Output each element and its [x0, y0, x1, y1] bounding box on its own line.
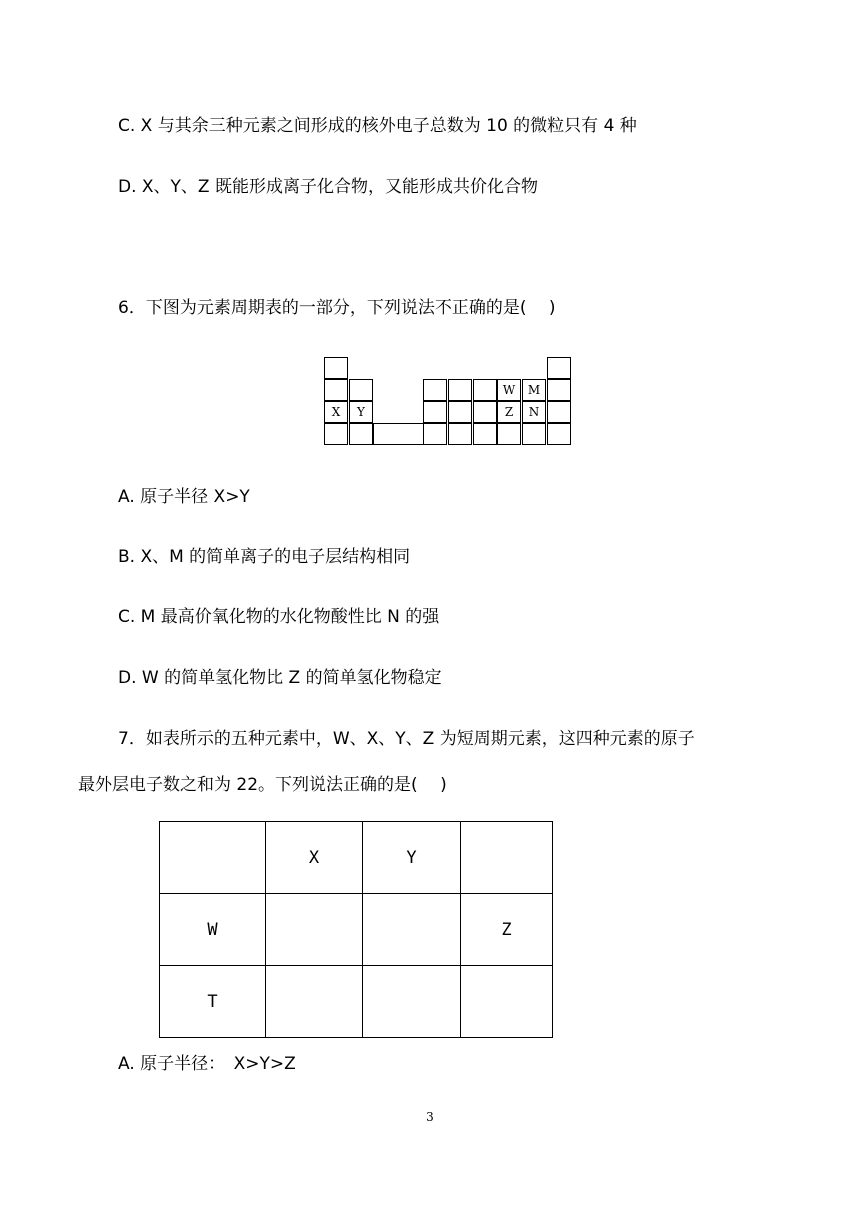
pt-cell — [349, 379, 373, 401]
pt-cell — [473, 401, 497, 423]
table-cell-t: T — [160, 966, 266, 1038]
table-cell — [363, 966, 461, 1038]
q6-stem: 6．下图为元素周期表的一部分，下列说法不正确的是( ) — [118, 298, 556, 318]
table-cell — [266, 894, 363, 966]
pt-cell-x: X — [324, 401, 348, 423]
pt-cell — [423, 423, 447, 445]
table-cell-x: X — [266, 822, 363, 894]
pt-cell — [497, 423, 521, 445]
pt-cell — [547, 401, 571, 423]
q5-option-d: D. X、Y、Z 既能形成离子化合物，又能形成共价化合物 — [118, 177, 538, 197]
pt-cell-z: Z — [497, 401, 521, 423]
pt-cell-y: Y — [349, 401, 373, 423]
q7-option-a: A. 原子半径： X>Y>Z — [118, 1054, 296, 1074]
pt-cell — [547, 379, 571, 401]
pt-cell — [324, 423, 348, 445]
table-cell-y: Y — [363, 822, 461, 894]
pt-cell-m: M — [522, 379, 546, 401]
pt-cell-n: N — [522, 401, 546, 423]
pt-cell — [473, 423, 497, 445]
q6-option-c: C. M 最高价氧化物的水化物酸性比 N 的强 — [118, 607, 440, 627]
pt-cell — [448, 379, 472, 401]
q6-option-a: A. 原子半径 X>Y — [118, 487, 250, 507]
pt-cell — [324, 357, 348, 379]
table-cell — [363, 894, 461, 966]
q5-option-c: C. X 与其余三种元素之间形成的核外电子总数为 10 的微粒只有 4 种 — [118, 116, 637, 136]
pt-cell — [448, 401, 472, 423]
table-cell — [266, 966, 363, 1038]
pt-cell-wide — [373, 423, 424, 445]
pt-cell — [324, 379, 348, 401]
pt-cell — [522, 423, 546, 445]
q7-stem-line2: 最外层电子数之和为 22。下列说法正确的是( ) — [78, 775, 447, 795]
q7-element-table — [159, 821, 553, 1038]
table-cell — [461, 822, 553, 894]
pt-cell — [423, 379, 447, 401]
table-cell — [160, 822, 266, 894]
pt-cell — [423, 401, 447, 423]
q6-option-d: D. W 的简单氢化物比 Z 的简单氢化物稳定 — [118, 668, 442, 688]
page-number: 3 — [426, 1110, 434, 1124]
pt-cell-w: W — [497, 379, 521, 401]
table-cell-z: Z — [461, 894, 553, 966]
pt-cell — [349, 423, 373, 445]
table-cell — [461, 966, 553, 1038]
q7-stem-line1: 7．如表所示的五种元素中，W、X、Y、Z 为短周期元素，这四种元素的原子 — [118, 729, 695, 749]
pt-cell — [473, 379, 497, 401]
pt-cell — [547, 357, 571, 379]
table-cell-w: W — [160, 894, 266, 966]
pt-cell — [448, 423, 472, 445]
pt-cell — [547, 423, 571, 445]
q6-option-b: B. X、M 的简单离子的电子层结构相同 — [118, 547, 411, 567]
